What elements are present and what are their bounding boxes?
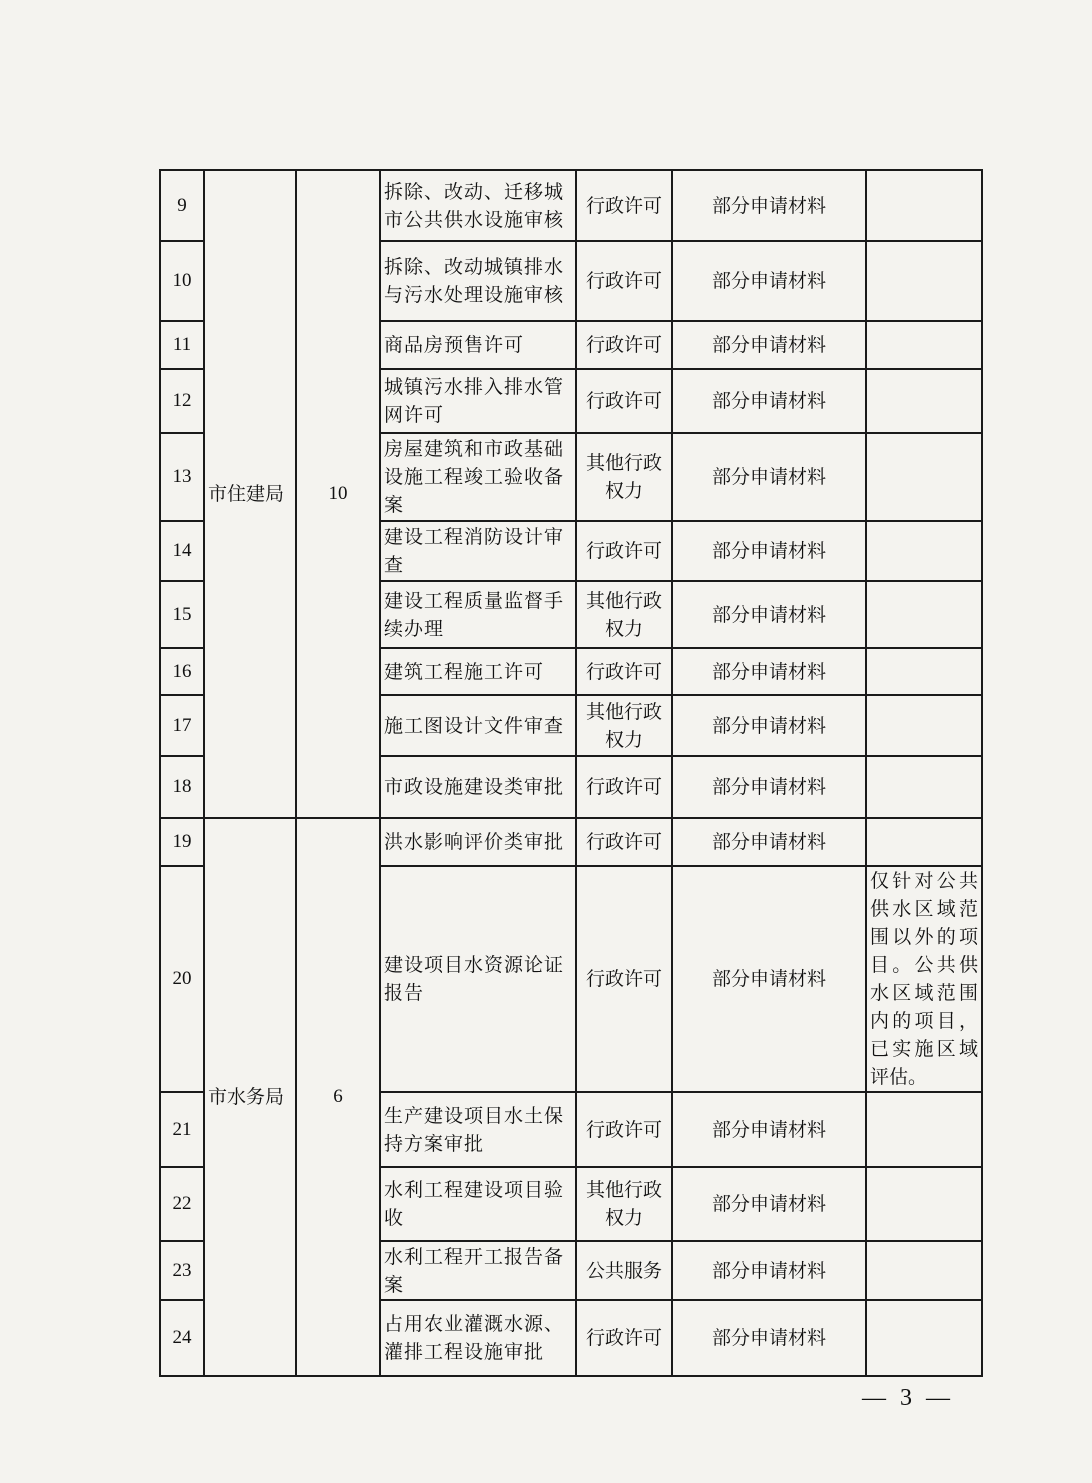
item-name-cell: 施工图设计文件审查 bbox=[380, 695, 576, 756]
power-type-cell: 其他行政权力 bbox=[576, 695, 672, 756]
item-count-cell: 10 bbox=[296, 170, 380, 818]
note-cell bbox=[866, 521, 982, 581]
item-name-cell: 建设项目水资源论证报告 bbox=[380, 866, 576, 1092]
row-number-cell: 22 bbox=[160, 1167, 204, 1241]
row-number-cell: 20 bbox=[160, 866, 204, 1092]
row-number-cell: 21 bbox=[160, 1092, 204, 1167]
row-number-cell: 12 bbox=[160, 369, 204, 433]
note-cell bbox=[866, 756, 982, 818]
item-name-cell: 拆除、改动、迁移城市公共供水设施审核 bbox=[380, 170, 576, 241]
item-name-cell: 生产建设项目水土保持方案审批 bbox=[380, 1092, 576, 1167]
row-number-cell: 16 bbox=[160, 648, 204, 695]
row-number-cell: 24 bbox=[160, 1300, 204, 1376]
materials-cell: 部分申请材料 bbox=[672, 1300, 866, 1376]
power-type-cell: 其他行政权力 bbox=[576, 1167, 672, 1241]
row-number-cell: 18 bbox=[160, 756, 204, 818]
row-number-cell: 19 bbox=[160, 818, 204, 866]
item-name-cell: 拆除、改动城镇排水与污水处理设施审核 bbox=[380, 241, 576, 321]
note-cell bbox=[866, 695, 982, 756]
note-cell bbox=[866, 648, 982, 695]
item-name-cell: 建设工程消防设计审查 bbox=[380, 521, 576, 581]
note-cell bbox=[866, 170, 982, 241]
note-cell bbox=[866, 369, 982, 433]
materials-cell: 部分申请材料 bbox=[672, 756, 866, 818]
item-name-cell: 建筑工程施工许可 bbox=[380, 648, 576, 695]
power-type-cell: 行政许可 bbox=[576, 756, 672, 818]
row-number-cell: 15 bbox=[160, 581, 204, 648]
item-name-cell: 水利工程开工报告备案 bbox=[380, 1241, 576, 1300]
power-type-cell: 行政许可 bbox=[576, 170, 672, 241]
note-cell bbox=[866, 321, 982, 369]
materials-cell: 部分申请材料 bbox=[672, 241, 866, 321]
materials-cell: 部分申请材料 bbox=[672, 648, 866, 695]
item-name-cell: 水利工程建设项目验收 bbox=[380, 1167, 576, 1241]
materials-cell: 部分申请材料 bbox=[672, 1167, 866, 1241]
item-name-cell: 占用农业灌溉水源、灌排工程设施审批 bbox=[380, 1300, 576, 1376]
materials-cell: 部分申请材料 bbox=[672, 1241, 866, 1300]
note-cell bbox=[866, 1300, 982, 1376]
power-type-cell: 行政许可 bbox=[576, 521, 672, 581]
materials-cell: 部分申请材料 bbox=[672, 170, 866, 241]
note-cell bbox=[866, 1092, 982, 1167]
note-cell bbox=[866, 433, 982, 521]
item-name-cell: 市政设施建设类审批 bbox=[380, 756, 576, 818]
note-cell bbox=[866, 1167, 982, 1241]
table-body bbox=[160, 170, 982, 1376]
approval-items-table bbox=[159, 169, 983, 1377]
department-cell: 市住建局 bbox=[204, 170, 296, 818]
row-number-cell: 9 bbox=[160, 170, 204, 241]
note-cell bbox=[866, 581, 982, 648]
power-type-cell: 行政许可 bbox=[576, 818, 672, 866]
power-type-cell: 行政许可 bbox=[576, 866, 672, 1092]
row-number-cell: 10 bbox=[160, 241, 204, 321]
materials-cell: 部分申请材料 bbox=[672, 581, 866, 648]
note-cell bbox=[866, 818, 982, 866]
materials-cell: 部分申请材料 bbox=[672, 433, 866, 521]
page-number: — 3 — bbox=[862, 1385, 954, 1411]
item-name-cell: 房屋建筑和市政基础设施工程竣工验收备案 bbox=[380, 433, 576, 521]
materials-cell: 部分申请材料 bbox=[672, 321, 866, 369]
item-name-cell: 商品房预售许可 bbox=[380, 321, 576, 369]
power-type-cell: 行政许可 bbox=[576, 648, 672, 695]
materials-cell: 部分申请材料 bbox=[672, 1092, 866, 1167]
row-number-cell: 11 bbox=[160, 321, 204, 369]
materials-cell: 部分申请材料 bbox=[672, 369, 866, 433]
row-number-cell: 23 bbox=[160, 1241, 204, 1300]
table-row bbox=[160, 170, 982, 241]
item-name-cell: 洪水影响评价类审批 bbox=[380, 818, 576, 866]
item-name-cell: 城镇污水排入排水管网许可 bbox=[380, 369, 576, 433]
note-cell bbox=[866, 241, 982, 321]
power-type-cell: 公共服务 bbox=[576, 1241, 672, 1300]
note-cell: 仅针对公共供水区域范围以外的项目。公共供水区域范围内的项目，已实施区域评估。 bbox=[866, 866, 982, 1092]
power-type-cell: 行政许可 bbox=[576, 321, 672, 369]
power-type-cell: 行政许可 bbox=[576, 1300, 672, 1376]
power-type-cell: 其他行政权力 bbox=[576, 581, 672, 648]
row-number-cell: 13 bbox=[160, 433, 204, 521]
table-row bbox=[160, 818, 982, 866]
power-type-cell: 行政许可 bbox=[576, 241, 672, 321]
row-number-cell: 14 bbox=[160, 521, 204, 581]
item-name-cell: 建设工程质量监督手续办理 bbox=[380, 581, 576, 648]
row-number-cell: 17 bbox=[160, 695, 204, 756]
department-cell: 市水务局 bbox=[204, 818, 296, 1376]
note-cell bbox=[866, 1241, 982, 1300]
materials-cell: 部分申请材料 bbox=[672, 695, 866, 756]
materials-cell: 部分申请材料 bbox=[672, 521, 866, 581]
power-type-cell: 行政许可 bbox=[576, 369, 672, 433]
power-type-cell: 行政许可 bbox=[576, 1092, 672, 1167]
item-count-cell: 6 bbox=[296, 818, 380, 1376]
power-type-cell: 其他行政权力 bbox=[576, 433, 672, 521]
materials-cell: 部分申请材料 bbox=[672, 818, 866, 866]
materials-cell: 部分申请材料 bbox=[672, 866, 866, 1092]
